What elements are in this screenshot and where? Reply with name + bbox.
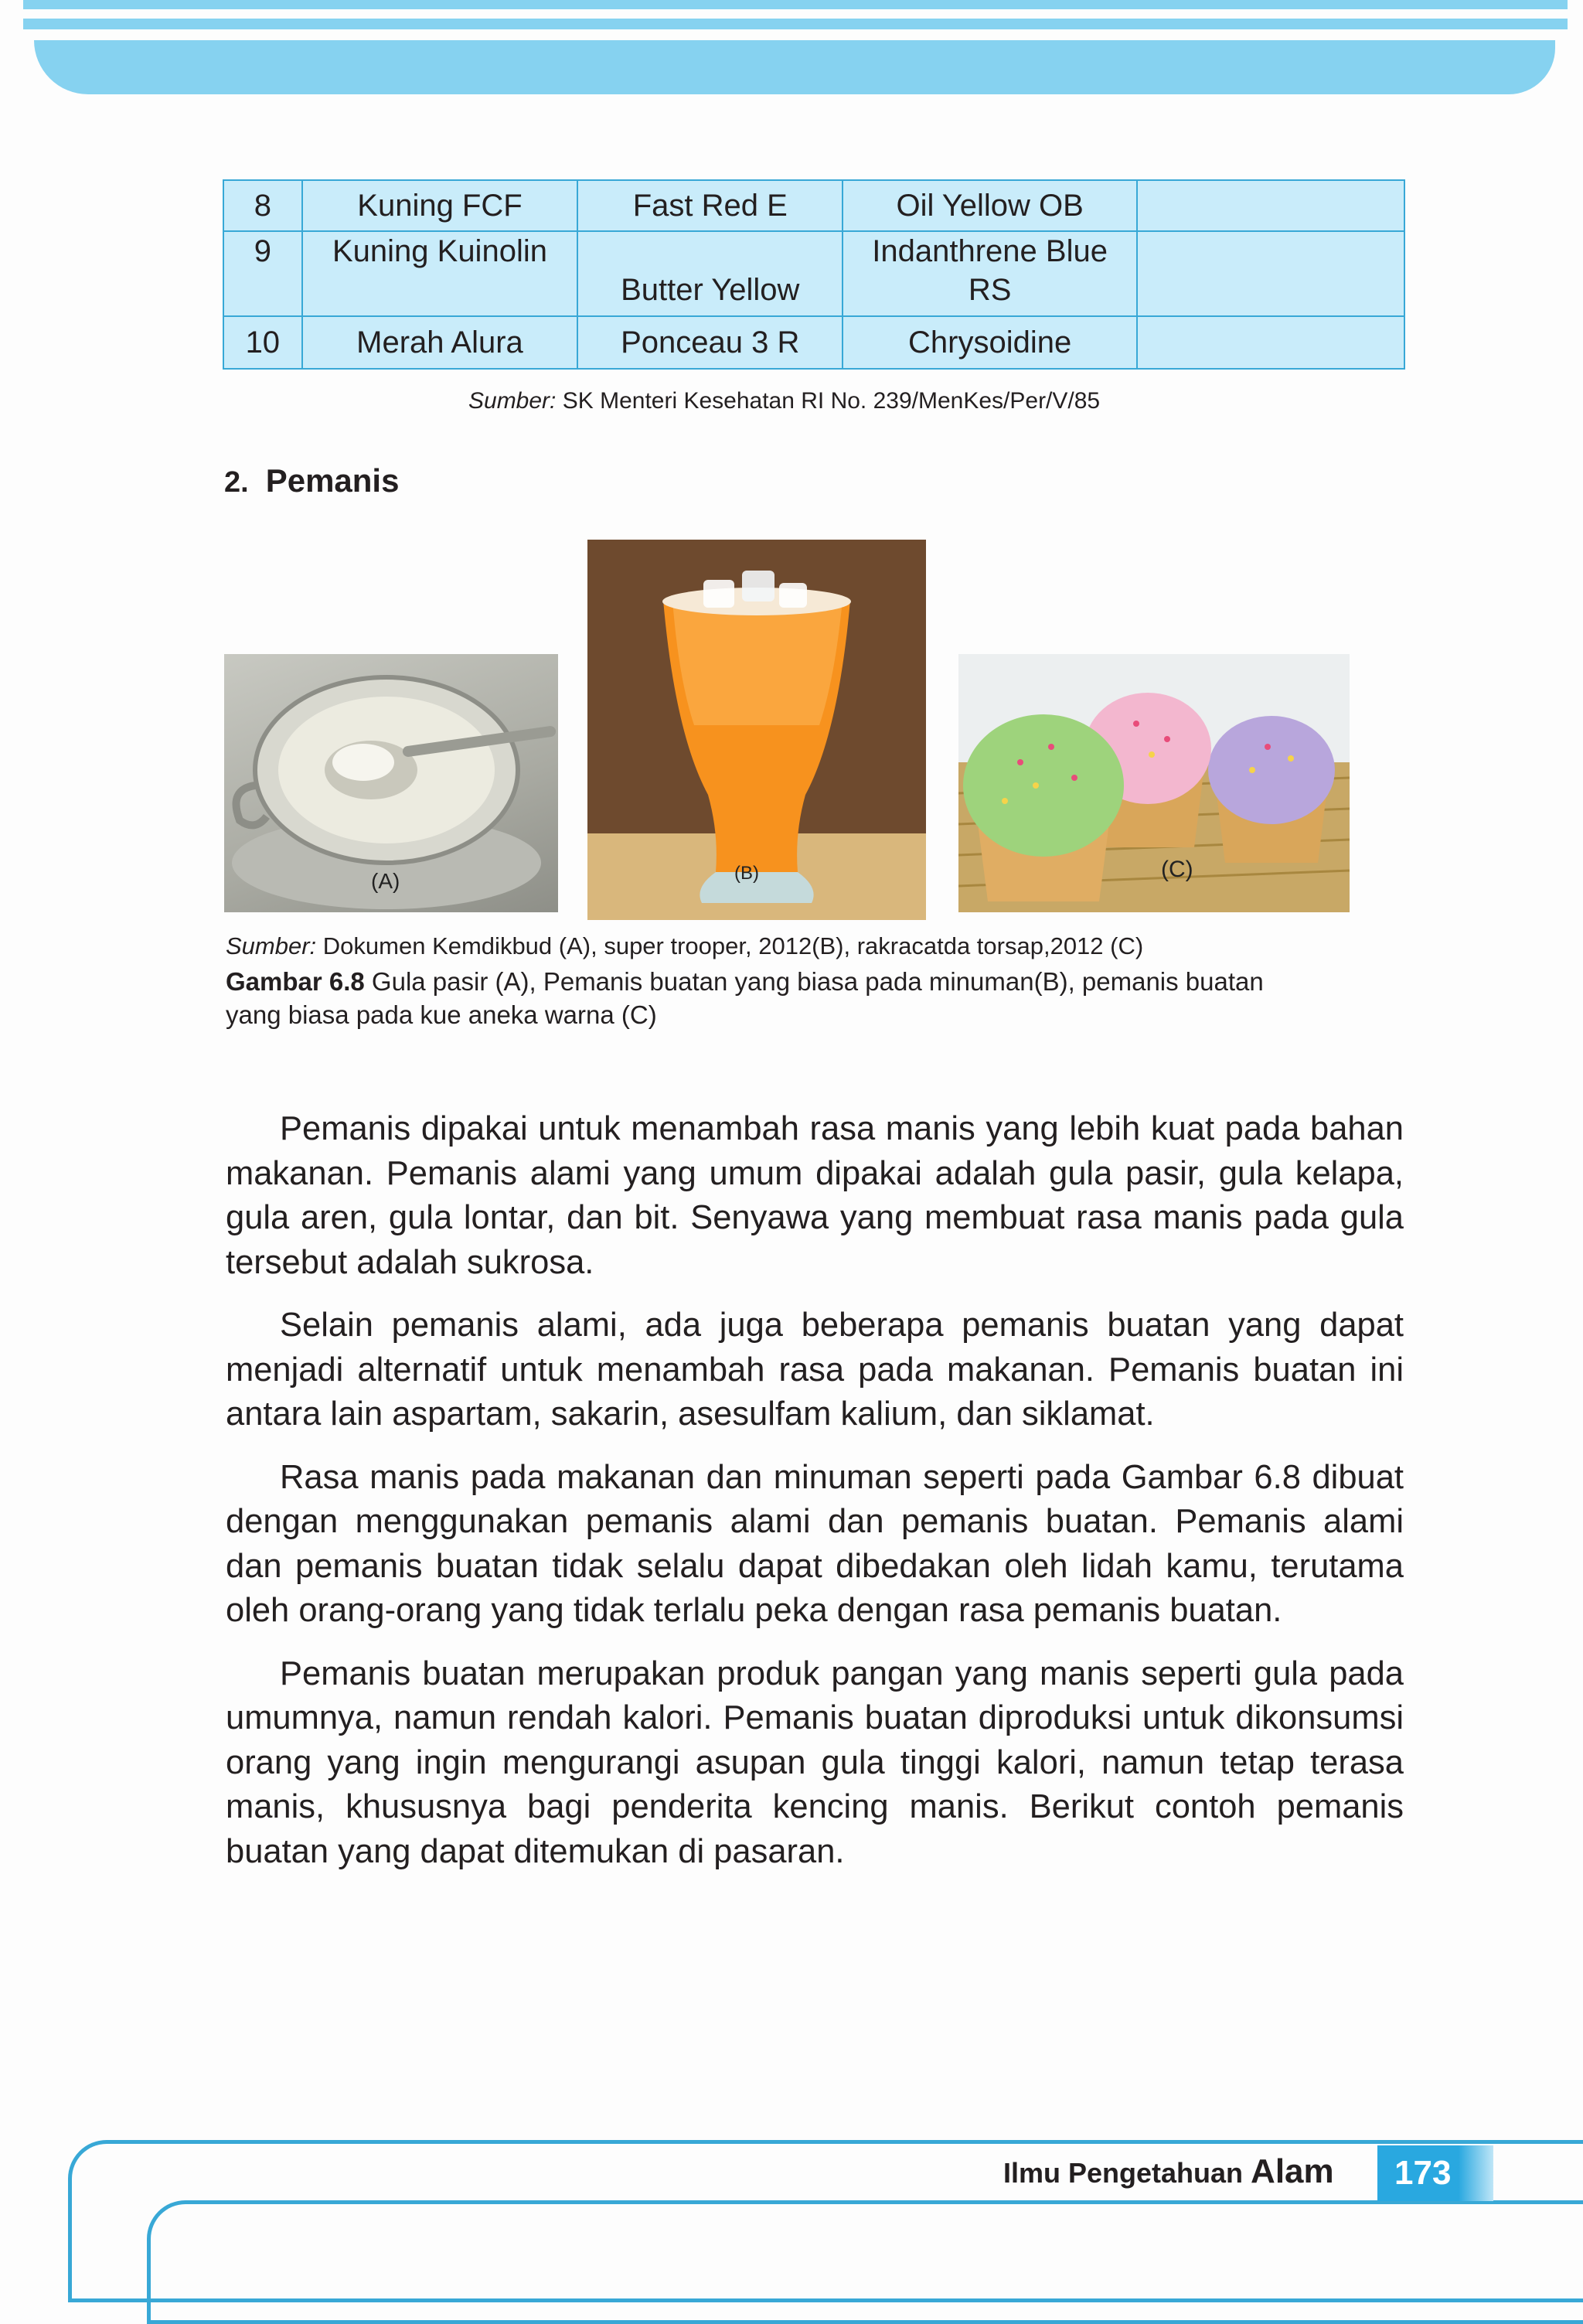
table-cell: Chrysoidine	[843, 316, 1137, 369]
table-cell: Merah Alura	[302, 316, 578, 369]
table-cell-no: 10	[223, 316, 302, 369]
dye-table	[223, 179, 1405, 370]
table-source	[468, 388, 1100, 414]
table-cell-empty	[1137, 180, 1404, 231]
header-stripe-top	[23, 0, 1568, 9]
section-title: Pemanis	[265, 462, 400, 499]
body-text	[226, 1107, 1404, 1893]
table-cell: Oil Yellow OB	[843, 180, 1137, 231]
footer-book-title	[1003, 2152, 1334, 2191]
table-source-prefix: Sumber:	[468, 388, 557, 414]
paragraph: Pemanis dipakai untuk menambah rasa manis yang lebih kuat pada bahan makanan. Pemanis alami yang umum dipakai adalah gula pasir, gula kelapa, gula aren, gula lontar, dan bit. Senyawa yang membuat rasa manis pada gula tersebut adalah sukrosa.	[226, 1110, 1404, 1281]
table-cell-text-line2: RS	[968, 273, 1012, 307]
paragraph: Selain pemanis alami, ada juga beberapa pemanis buatan yang dapat menjadi alternatif untuk menambah rasa pada makanan. Pemanis buatan ini antara lain aspartam, sakarin, asesulfam kalium, dan siklamat.	[226, 1307, 1404, 1433]
table-row	[223, 316, 1404, 369]
section-number: 2.	[224, 466, 249, 499]
table-cell: Fast Red E	[577, 180, 843, 231]
paragraph: Rasa manis pada makanan dan minuman seperti pada Gambar 6.8 dibuat dengan menggunakan pemanis alami dan pemanis buatan. Pemanis alami dan pemanis buatan tidak selalu dapat dibedakan oleh lidah kamu, terutama oleh orang-orang yang tidak terlalu peka dengan rasa pemanis buatan.	[226, 1458, 1404, 1629]
photo-orange-drink	[587, 540, 926, 920]
figure-source-prefix: Sumber:	[226, 932, 317, 959]
photo-label-c: (C)	[1161, 857, 1193, 882]
footer-book-title-big: Alam	[1251, 2152, 1334, 2190]
table-cell-text: Butter Yellow	[621, 273, 800, 307]
photo-label-b: (B)	[734, 863, 759, 884]
footer-book-title-text: Ilmu Pengetahuan	[1003, 2157, 1251, 2189]
figure-source	[226, 932, 1143, 960]
page-number: 173	[1377, 2145, 1493, 2201]
photo-cupcakes	[958, 654, 1350, 912]
table-cell: Kuning Kuinolin	[302, 231, 578, 316]
table-cell: Ponceau 3 R	[577, 316, 843, 369]
table-row	[223, 231, 1404, 316]
table-row	[223, 180, 1404, 231]
figure-caption	[226, 965, 1308, 1031]
table-cell-no: 8	[223, 180, 302, 231]
photo-sugar-bowl	[224, 654, 558, 912]
table-cell-no: 9	[223, 231, 302, 316]
footer-frame-inner	[147, 2200, 1583, 2324]
section-heading	[224, 462, 399, 499]
cupcakes-illustration	[958, 654, 1350, 912]
photo-label-a: (A)	[371, 869, 400, 893]
table-cell-empty	[1137, 231, 1404, 316]
figure-caption-text: Gula pasir (A), Pemanis buatan yang biasa pada minuman(B), pemanis buatan yang biasa pada kue aneka warna (C)	[226, 967, 1264, 1029]
table-cell	[843, 231, 1137, 316]
paragraph: Pemanis buatan merupakan produk pangan yang manis seperti gula pada umumnya, namun rendah kalori. Pemanis buatan diproduksi untuk dikonsumsi orang yang ingin mengurangi asupan gula tinggi kalori, namun tetap terasa manis, khususnya bagi penderita kencing manis. Berikut contoh pemanis buatan yang dapat ditemukan di pasaran.	[226, 1654, 1404, 1870]
table-cell: Kuning FCF	[302, 180, 578, 231]
figure-source-text: Dokumen Kemdikbud (A), super trooper, 2012(B), rakracatda torsap,2012 (C)	[316, 932, 1144, 959]
table-cell-text-line1: Indanthrene Blue	[872, 234, 1108, 268]
table-cell	[577, 231, 843, 316]
table-source-text: SK Menteri Kesehatan RI No. 239/MenKes/Per/V/85	[556, 388, 1101, 414]
table-cell-empty	[1137, 316, 1404, 369]
header-stripe-middle	[23, 19, 1568, 29]
figure-caption-label: Gambar 6.8	[226, 967, 365, 996]
header-band	[34, 40, 1555, 94]
